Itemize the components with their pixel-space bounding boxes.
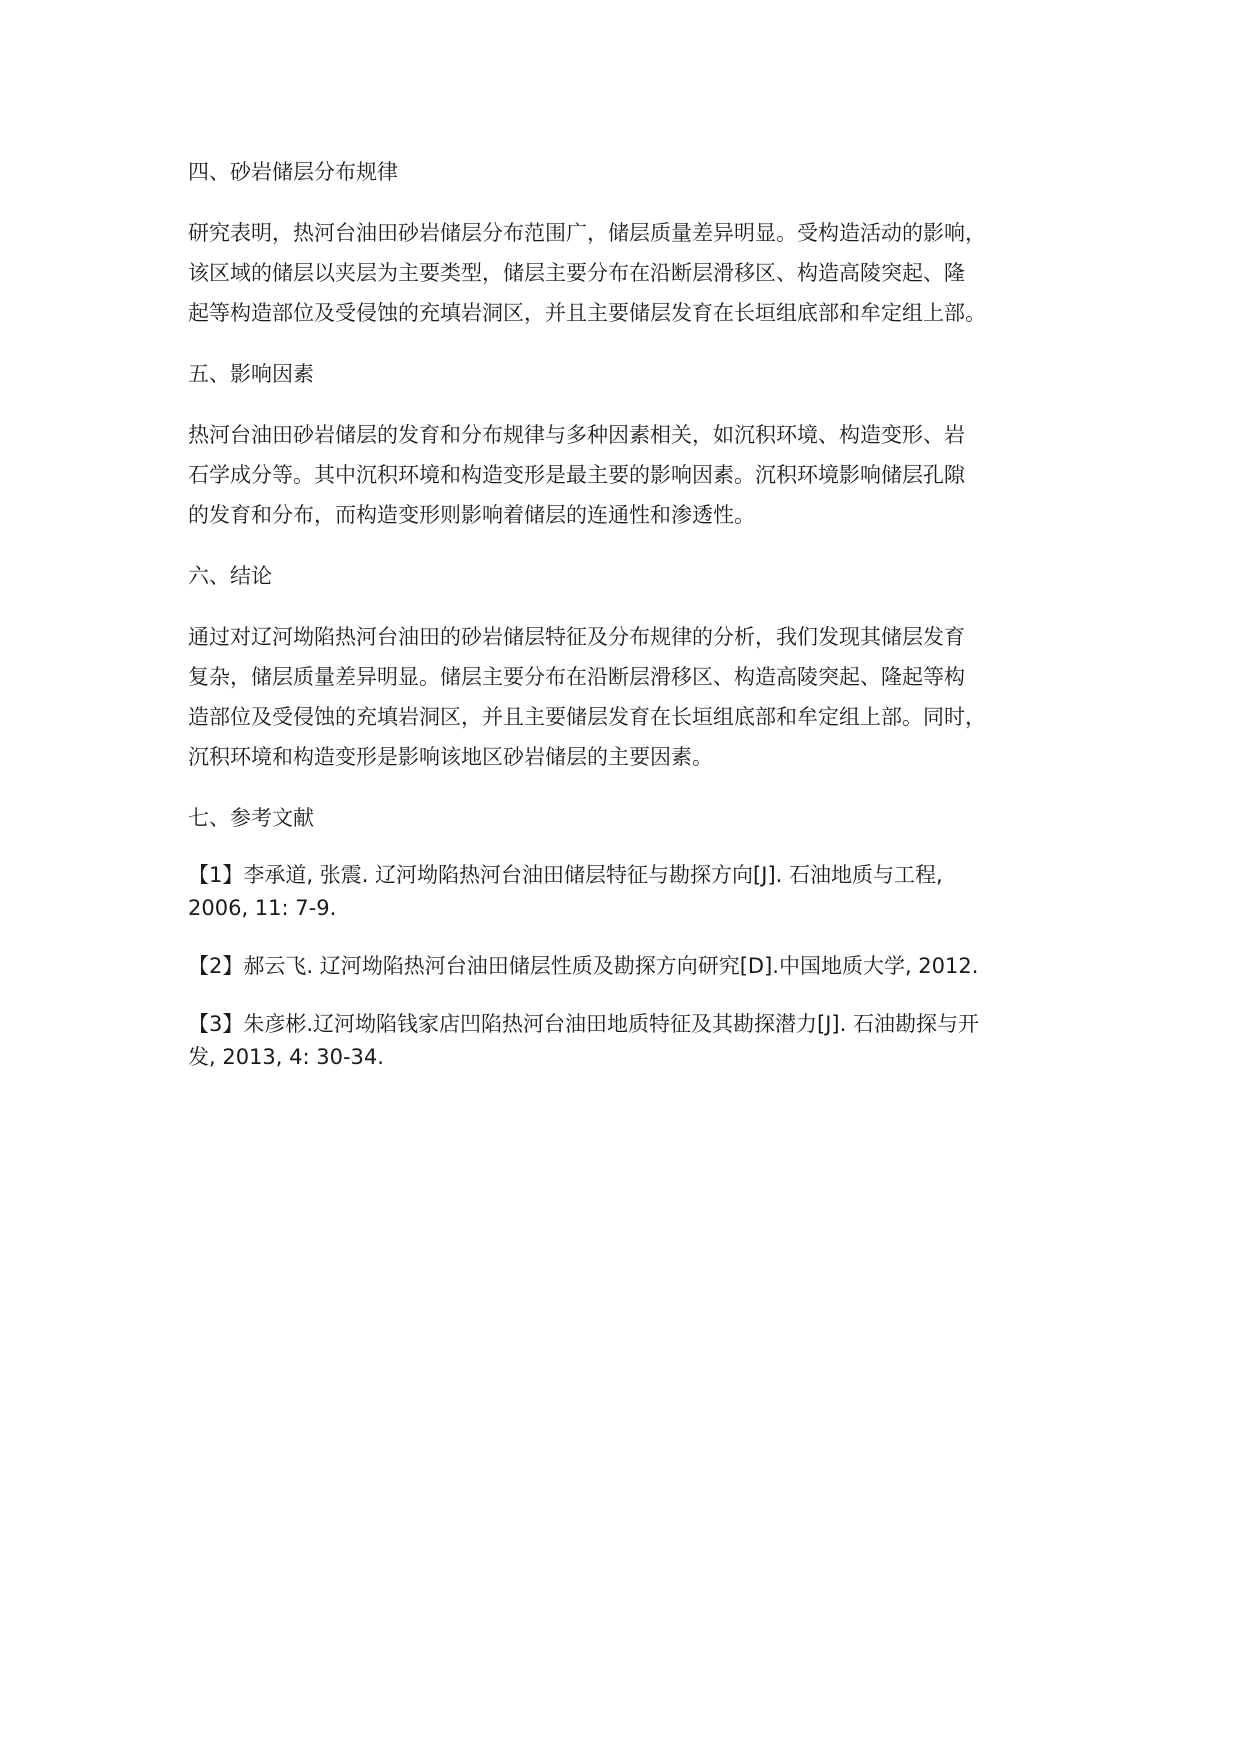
paragraph-line: 通过对辽河坳陷热河台油田的砂岩储层特征及分布规律的分析，我们发现其储层发育 bbox=[188, 625, 965, 649]
reference-line: 【1】李承道, 张震. 辽河坳陷热河台油田储层特征与勘探方向[J]. 石油地质与工程, bbox=[188, 863, 943, 887]
document-page bbox=[188, 156, 1088, 1099]
section-heading: 六、结论 bbox=[188, 564, 272, 588]
paragraph-line: 复杂，储层质量差异明显。储层主要分布在沿断层滑移区、构造高陵突起、隆起等构 bbox=[188, 665, 965, 689]
section-factors bbox=[188, 358, 1088, 535]
section-paragraph bbox=[188, 213, 1088, 333]
reference-item bbox=[188, 950, 1088, 983]
section-heading: 五、影响因素 bbox=[188, 362, 314, 386]
paragraph-line: 造部位及受侵蚀的充填岩洞区，并且主要储层发育在长垣组底部和牟定组上部。同时， bbox=[188, 705, 986, 729]
section-conclusion bbox=[188, 560, 1088, 777]
section-paragraph bbox=[188, 415, 1088, 535]
paragraph-line: 研究表明，热河台油田砂岩储层分布范围广，储层质量差异明显。受构造活动的影响， bbox=[188, 221, 986, 245]
reference-line: 【2】郝云飞. 辽河坳陷热河台油田储层性质及勘探方向研究[D].中国地质大学, 2012. bbox=[188, 954, 979, 978]
section-distribution bbox=[188, 156, 1088, 333]
reference-line: 发, 2013, 4: 30-34. bbox=[188, 1045, 384, 1069]
section-paragraph bbox=[188, 617, 1088, 777]
reference-line: 【3】朱彦彬.辽河坳陷钱家店凹陷热河台油田地质特征及其勘探潜力[J]. 石油勘探与开 bbox=[188, 1012, 979, 1036]
paragraph-line: 该区域的储层以夹层为主要类型，储层主要分布在沿断层滑移区、构造高陵突起、隆 bbox=[188, 261, 965, 285]
reference-item bbox=[188, 1008, 1088, 1074]
paragraph-line: 热河台油田砂岩储层的发育和分布规律与多种因素相关，如沉积环境、构造变形、岩 bbox=[188, 423, 965, 447]
paragraph-line: 石学成分等。其中沉积环境和构造变形是最主要的影响因素。沉积环境影响储层孔隙 bbox=[188, 463, 965, 487]
section-references bbox=[188, 802, 1088, 1074]
section-heading: 七、参考文献 bbox=[188, 806, 314, 830]
section-heading: 四、砂岩储层分布规律 bbox=[188, 160, 398, 184]
paragraph-line: 起等构造部位及受侵蚀的充填岩洞区，并且主要储层发育在长垣组底部和牟定组上部。 bbox=[188, 301, 986, 325]
reference-item bbox=[188, 859, 1088, 925]
paragraph-line: 沉积环境和构造变形是影响该地区砂岩储层的主要因素。 bbox=[188, 745, 713, 769]
reference-line: 2006, 11: 7-9. bbox=[188, 896, 337, 920]
paragraph-line: 的发育和分布，而构造变形则影响着储层的连通性和渗透性。 bbox=[188, 503, 755, 527]
